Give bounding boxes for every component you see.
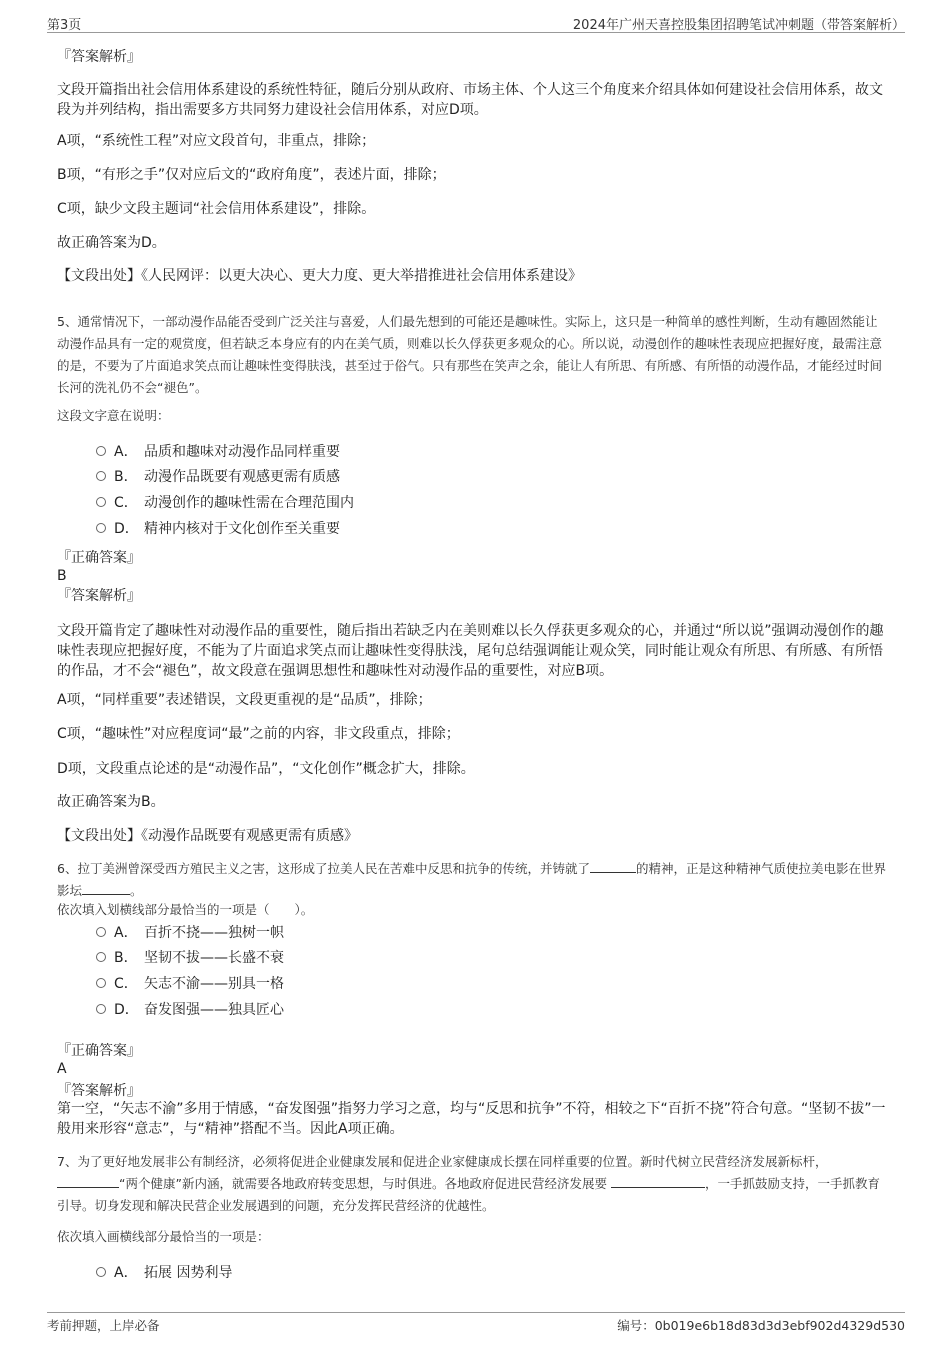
q5-conclusion: 故正确答案为B。 — [57, 794, 165, 810]
q6-option-c[interactable]: C． 矢志不渝——别具一格 — [96, 973, 284, 995]
q5-prompt: 这段文字意在说明： — [57, 408, 170, 423]
q5-correct-answer: B — [57, 568, 67, 584]
q5-option-d-note: D项，文段重点论述的是“动漫作品”，“文化创作”概念扩大，排除。 — [57, 761, 475, 777]
q7-option-a[interactable]: A． 拓展 因势利导 — [96, 1262, 232, 1284]
radio-icon[interactable] — [96, 1267, 106, 1277]
q5-option-c[interactable]: C． 动漫创作的趣味性需在合理范围内 — [96, 492, 354, 514]
q4-source: 【文段出处】《人民网评：以更大决心、更大力度、更大举措推进社会信用体系建设》 — [57, 268, 582, 284]
q7-stem: 7、为了更好地发展非公有制经济，必须将促进企业健康发展和促进企业家健康成长摆在同样重要的位置。新时代树立民营经济发展新标杆，“两个健康”新内涵，就需要各地政府转变思想，与时俱进。各地政府促进民营经济发展要 ，一手抓鼓励支持，一手抓教育引导。切身发现和解决民营企业发展遇到的问题，充分发挥民营经济的优越性。 — [57, 1154, 880, 1213]
radio-icon[interactable] — [96, 497, 106, 507]
q5-correct-label: 『正确答案』 — [57, 550, 141, 566]
page-number: 第3页 — [47, 18, 82, 33]
q5-option-a[interactable]: A． 品质和趣味对动漫作品同样重要 — [96, 441, 340, 463]
q6-option-b[interactable]: B． 坚韧不拔——长盛不衰 — [96, 947, 284, 969]
blank-line — [82, 880, 130, 895]
q5-analysis: 文段开篇肯定了趣味性对动漫作品的重要性，随后指出若缺乏内在美则难以长久俘获更多观众的心，并通过“所以说”强调动漫创作的趣味性表现应把握好度，不能为了片面追求笑点而让趣味性变得肤浅，尾句总结强调能让观众笑，同时能让观众有所思、有所感、有所悟的作品，才不会“褪色”，故文段意在强调思想性和趣味性对动漫作品的重要性，对应B项。 — [57, 623, 884, 679]
q6-analysis: 第一空，“矢志不渝”多用于情感，“奋发图强”指努力学习之意，均与“反思和抗争”不符，相较之下“百折不挠”符合句意。“坚韧不拔”一般用来形容“意志”，与“精神”搭配不当。因此A项正确。 — [57, 1101, 886, 1137]
q6-stem: 6、拉丁美洲曾深受西方殖民主义之害，这形成了拉美人民在苦难中反思和抗争的传统，并铸就了 的精神，正是这种精神气质使拉美电影在世界影坛 。 — [57, 858, 887, 902]
radio-icon[interactable] — [96, 927, 106, 937]
q4-conclusion: 故正确答案为D。 — [57, 235, 166, 251]
q4-option-b-note: B项，“有形之手”仅对应后文的“政府角度”，表述片面，排除； — [57, 167, 446, 183]
q5-stem: 5、通常情况下，一部动漫作品能否受到广泛关注与喜爱，人们最先想到的可能还是趣味性。实际上，这只是一种简单的感性判断，生动有趣固然能让动漫作品具有一定的观赏度，但若缺乏本身应有的内在美气质，则难以长久俘获更多观众的心。所以说，动漫创作的趣味性表现应把握好度，最需注意的是，不要为了片面追求笑点而让趣味性变得肤浅，甚至过于俗气。只有那些在笑声之余，能让人有所思、有所感、有所悟的动漫作品，才能经过时间长河的洗礼仍不会“褪色”。 — [57, 314, 883, 395]
q5-option-b[interactable]: B． 动漫作品既要有观感更需有质感 — [96, 466, 340, 488]
radio-icon[interactable] — [96, 523, 106, 533]
q7-prompt: 依次填入画横线部分最恰当的一项是： — [57, 1229, 270, 1244]
page-header — [47, 14, 905, 33]
document-title: 2024年广州天喜控股集团招聘笔试冲刺题（带答案解析） — [572, 18, 905, 33]
radio-icon[interactable] — [96, 978, 106, 988]
footer-slogan: 考前押题，上岸必备 — [47, 1318, 160, 1333]
document-id: 编号：0b019e6b18d83d3d3ebf902d4329d530 — [617, 1318, 905, 1333]
blank-line — [590, 858, 636, 873]
q4-analysis-label: 『答案解析』 — [57, 49, 141, 65]
radio-icon[interactable] — [96, 471, 106, 481]
q6-correct-label: 『正确答案』 — [57, 1043, 141, 1059]
blank-line — [57, 1173, 119, 1188]
q5-option-d[interactable]: D． 精神内核对于文化创作至关重要 — [96, 518, 340, 540]
q5-option-a-note: A项，“同样重要”表述错误，文段更重视的是“品质”，排除； — [57, 692, 432, 708]
page-footer — [47, 1312, 905, 1333]
q5-source: 【文段出处】《动漫作品既要有观感更需有质感》 — [57, 828, 358, 844]
q4-analysis: 文段开篇指出社会信用体系建设的系统性特征，随后分别从政府、市场主体、个人这三个角度来介绍具体如何建设社会信用体系，故文段为并列结构，指出需要多方共同努力建设社会信用体系，对应D项。 — [57, 82, 883, 118]
blank-line — [611, 1173, 705, 1188]
q6-option-a[interactable]: A． 百折不挠——独树一帜 — [96, 922, 284, 944]
radio-icon[interactable] — [96, 1004, 106, 1014]
q6-option-d[interactable]: D． 奋发图强——独具匠心 — [96, 999, 284, 1021]
q6-analysis-label: 『答案解析』 — [57, 1083, 141, 1099]
radio-icon[interactable] — [96, 446, 106, 456]
q4-option-c-note: C项，缺少文段主题词“社会信用体系建设”，排除。 — [57, 201, 376, 217]
q5-analysis-label: 『答案解析』 — [57, 588, 141, 604]
q5-option-c-note: C项，“趣味性”对应程度词“最”之前的内容，非文段重点，排除； — [57, 726, 460, 742]
q6-correct-answer: A — [57, 1061, 67, 1077]
q4-option-a-note: A项，“系统性工程”对应文段首句，非重点，排除； — [57, 133, 376, 149]
q6-prompt: 依次填入划横线部分最恰当的一项是（ ）。 — [57, 902, 314, 917]
radio-icon[interactable] — [96, 952, 106, 962]
